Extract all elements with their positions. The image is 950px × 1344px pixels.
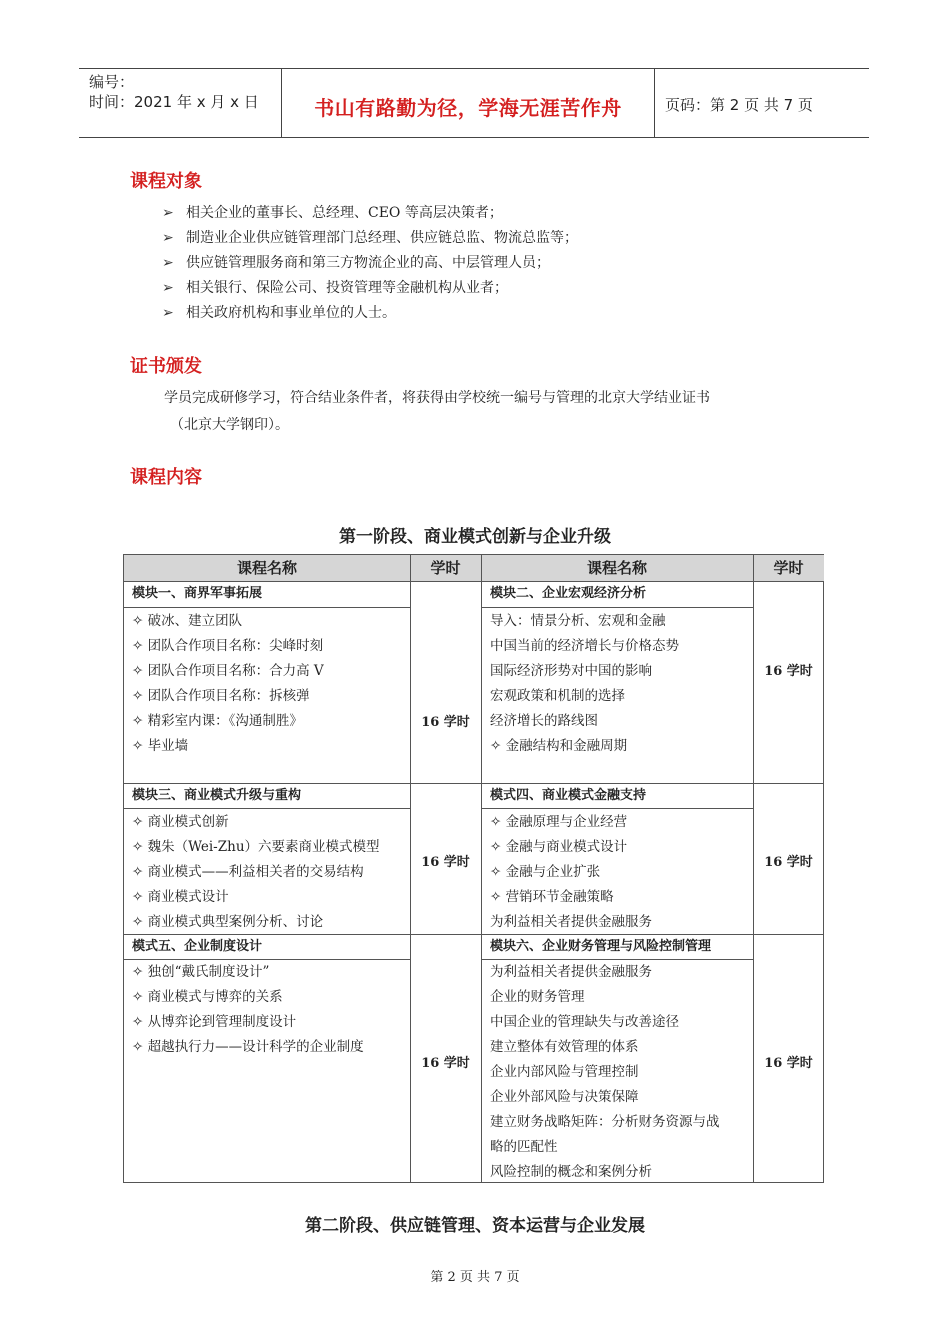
list-item: 略的匹配性 [490,1139,558,1155]
module-items [490,810,652,935]
certificate-paragraph [131,385,831,439]
module-title: 模式四、商业模式金融支持 [490,788,647,803]
certificate-line-2: （北京大学钢印）。 [170,417,289,433]
header-motto-cell [282,69,655,137]
module-title: 模块一、商界军事拓展 [132,586,263,601]
list-item: 宏观政策和机制的选择 [490,688,625,704]
arrow-bullet-icon: ➢ [162,280,174,296]
list-item: ✧ 破冰、建立团队 [132,613,243,629]
list-item: ✧ 团队合作项目名称：尖峰时刻 [132,638,324,654]
module-hours: 16 学时 [764,1056,813,1071]
list-item: ✧ 精彩室内课：《沟通制胜》 [132,713,303,729]
list-item: ✧ 团队合作项目名称：合力高 V [132,663,324,679]
section-title-certificate: 证书颁发 [130,356,202,377]
module-hours: 16 学时 [764,855,813,870]
table-header-hours: 学时 [753,555,824,581]
module-title: 模块二、企业宏观经济分析 [490,586,647,601]
stage-1-title: 第一阶段、商业模式创新与企业升级 [339,527,611,547]
list-item: ✧ 独创“戴氏制度设计” [132,964,270,980]
list-item: 中国企业的管理缺失与改善途径 [490,1014,679,1030]
list-item: ✧ 毕业墙 [132,738,189,754]
list-item: ✧ 商业模式——利益相关者的交易结构 [132,864,364,880]
list-item: ✧ 金融与商业模式设计 [490,839,628,855]
table-divider [124,808,410,809]
document-time-label: 时间：2021 年 x 月 x 日 [89,93,259,111]
list-item: 建立整体有效管理的体系 [490,1039,639,1055]
list-item: 国际经济形势对中国的影响 [490,663,652,679]
list-item: ✧ 商业模式典型案例分析、讨论 [132,914,324,930]
module-items [132,609,324,759]
document-number-label: 编号： [89,73,135,91]
module-hours: 16 学时 [421,855,470,870]
stage-2-title: 第二阶段、供应链管理、资本运营与企业发展 [305,1216,645,1236]
list-item: ➢ 相关政府机构和事业单位的人士。 [162,301,578,326]
list-item: ✧ 商业模式与博弈的关系 [132,989,283,1005]
module-hours: 16 学时 [764,664,813,679]
list-item: ✧ 营销环节金融策略 [490,889,614,905]
header-motto: 书山有路勤为径，学海无涯苦作舟 [314,96,622,120]
table-divider [481,808,753,809]
list-item: 风险控制的概念和案例分析 [490,1164,652,1180]
module-items [490,960,720,1185]
list-item: 导入：情景分析、宏观和金融 [490,613,666,629]
module-items [490,609,679,759]
list-item: ➢ 相关银行、保险公司、投资管理等金融机构从业者； [162,276,578,301]
arrow-bullet-icon: ➢ [162,305,174,321]
table-divider [481,607,753,608]
list-item: 企业外部风险与决策保障 [490,1089,639,1105]
module-hours: 16 学时 [421,715,470,730]
list-item: ✧ 从博弈论到管理制度设计 [132,1014,297,1030]
list-item: ➢ 供应链管理服务商和第三方物流企业的高、中层管理人员； [162,251,578,276]
list-item: 企业的财务管理 [490,989,585,1005]
header-page-number: 页码：第 2 页 共 7 页 [665,96,813,114]
module-title: 模块六、企业财务管理与风险控制管理 [490,939,712,954]
module-items [132,960,364,1060]
list-item: 为利益相关者提供金融服务 [490,914,652,930]
module-items [132,810,380,935]
list-item: ✧ 团队合作项目名称：拆核弹 [132,688,310,704]
course-table [123,554,824,1183]
table-header-course-name: 课程名称 [481,555,753,581]
header-page-cell [655,69,869,137]
page-footer: 第 2 页 共 7 页 [430,1270,520,1285]
section-title-content: 课程内容 [130,467,202,488]
arrow-bullet-icon: ➢ [162,205,174,221]
list-item: 建立财务战略矩阵：分析财务资源与战 [490,1114,720,1130]
list-item: ✧ 金融与企业扩张 [490,864,601,880]
table-header-hours: 学时 [410,555,481,581]
list-item: ➢ 相关企业的董事长、总经理、CEO 等高层决策者； [162,201,578,226]
table-header-course-name: 课程名称 [124,555,410,581]
list-item: ➢ 制造业企业供应链管理部门总经理、供应链总监、物流总监等； [162,226,578,251]
list-item: 为利益相关者提供金融服务 [490,964,652,980]
module-title: 模块三、商业模式升级与重构 [132,788,302,803]
section-title-audience: 课程对象 [130,171,202,192]
arrow-bullet-icon: ➢ [162,255,174,271]
list-item: ✧ 魏朱（Wei-Zhu）六要素商业模式模型 [132,839,380,855]
arrow-bullet-icon: ➢ [162,230,174,246]
list-item: ✧ 金融原理与企业经营 [490,814,628,830]
list-item: 中国当前的经济增长与价格态势 [490,638,679,654]
table-divider [481,555,482,1182]
header-meta-cell [79,69,282,137]
list-item: 企业内部风险与管理控制 [490,1064,639,1080]
list-item: ✧ 超越执行力——设计科学的企业制度 [132,1039,364,1055]
audience-list [162,201,578,326]
list-item: 经济增长的路线图 [490,713,598,729]
list-item: ✧ 金融结构和金融周期 [490,738,628,754]
certificate-line-1: 学员完成研修学习，符合结业条件者，将获得由学校统一编号与管理的北京大学结业证书 [164,390,710,406]
module-title: 模式五、企业制度设计 [132,939,263,954]
table-divider [124,607,410,608]
list-item: ✧ 商业模式设计 [132,889,229,905]
list-item: ✧ 商业模式创新 [132,814,229,830]
module-hours: 16 学时 [421,1056,470,1071]
page-header [79,68,869,138]
